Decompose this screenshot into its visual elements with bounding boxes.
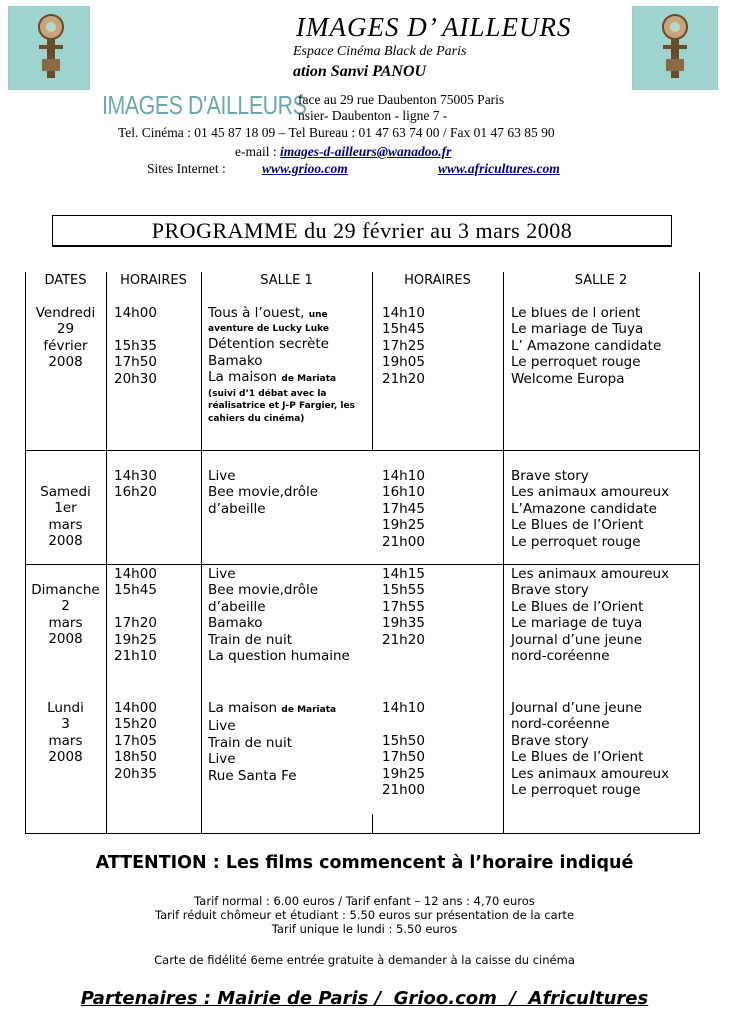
date-cell [25, 582, 106, 648]
showtime: 19h25 [382, 765, 425, 782]
showtime: 19h05 [382, 354, 425, 371]
partners-line: Partenaires : Mairie de Paris / Grioo.com / Africultures [80, 988, 649, 1009]
date-day: Lundi [47, 700, 84, 716]
showtime: 15h45 [114, 582, 157, 599]
cinema-subtitle: Espace Cinéma Black de Paris [293, 44, 467, 59]
films-salle-1 [208, 566, 350, 664]
header-horaires-1: HORAIRES [120, 273, 187, 288]
films-salle-1 [208, 468, 318, 517]
showtime: 16h20 [114, 484, 157, 501]
film-title: La question humaine [208, 648, 350, 665]
showtime: 17h50 [114, 354, 157, 371]
film-title: Le Blues de l’Orient [511, 749, 644, 766]
showtime: 19h35 [382, 615, 425, 632]
films-salle-1 [208, 700, 336, 784]
header-dates: DATES [44, 273, 87, 288]
showtime: 21h00 [382, 782, 425, 799]
showtime [114, 599, 157, 615]
film-subtitle: aventure de Lucky Luke [208, 324, 329, 335]
showtime: 19h25 [114, 631, 157, 648]
film-title: La maison de Mariata [208, 369, 337, 386]
sites-label: Sites Internet : [147, 161, 226, 176]
programme-title: PROGRAMME du 29 février au 3 mars 2008 [52, 215, 672, 247]
date-num: 2 [61, 598, 70, 615]
films-salle-1 [208, 305, 370, 425]
film-title: Bee movie,drôle [208, 582, 319, 599]
showtime: 14h30 [114, 468, 157, 484]
phones-line: Tel. Cinéma : 01 45 87 18 09 – Tel Bureau : 01 47 63 74 00 / Fax 01 47 63 85 90 [118, 125, 555, 140]
table-border-bottom [25, 833, 700, 834]
header-salle-2: SALLE 2 [574, 273, 628, 288]
showtime: 14h10 [382, 468, 425, 484]
metro-line: nsier- Daubenton - ligne 7 - [298, 108, 448, 123]
showtime: 16h10 [382, 484, 425, 501]
date-year: 2008 [48, 354, 83, 371]
film-title: Live [208, 566, 236, 582]
table-col-divider [503, 272, 504, 834]
date-day: Dimanche [31, 582, 100, 598]
film-title: Brave story [511, 582, 589, 599]
showtime: 15h35 [114, 337, 157, 354]
showtime: 14h15 [382, 566, 425, 582]
date-cell [25, 700, 106, 766]
cinema-title: IMAGES D’ AILLEURS [296, 12, 572, 42]
film-title: Bamako [208, 615, 263, 632]
film-title: L’Amazone candidate [511, 500, 657, 517]
film-title: La maison de Mariata [208, 700, 337, 716]
showtime: 15h20 [114, 716, 157, 733]
times-salle-2 [382, 700, 425, 798]
sites-row [147, 161, 226, 177]
film-title: Welcome Europa [511, 370, 625, 387]
film-title: Live [208, 751, 236, 768]
showtime: 14h00 [114, 566, 157, 582]
row-divider [25, 450, 700, 451]
films-salle-2 [511, 468, 669, 550]
showtime: 19h25 [382, 517, 425, 534]
film-title: Train de nuit [208, 734, 293, 751]
film-title: nord-coréenne [511, 716, 610, 733]
showtime: 17h55 [382, 598, 425, 615]
table-border-right [699, 272, 700, 700]
film-title: L’ Amazone candidate [511, 337, 662, 354]
date-year: 2008 [48, 749, 83, 766]
films-salle-2 [511, 700, 669, 798]
email-label: e-mail : [235, 144, 277, 159]
film-title: Rue Santa Fe [208, 767, 297, 784]
email-row [235, 144, 451, 160]
showtime [114, 321, 157, 337]
date-month: mars [48, 516, 83, 533]
showtime: 14h10 [382, 305, 425, 321]
showtime: 17h20 [114, 615, 157, 632]
showtime [382, 716, 425, 732]
showtime: 20h35 [114, 765, 157, 782]
table-col-divider [372, 814, 373, 834]
times-salle-1 [114, 566, 157, 664]
date-month: février [43, 337, 88, 354]
film-title: Les animaux amoureux [511, 484, 670, 501]
date-day: Samedi [40, 484, 91, 500]
showtime: 18h50 [114, 749, 157, 766]
programme-table [25, 272, 699, 834]
film-title: Le mariage de tuya [511, 615, 643, 632]
film-title: Le blues de l orient [511, 305, 641, 321]
film-title: Le Blues de l’Orient [511, 598, 644, 615]
showtime: 21h20 [382, 631, 425, 648]
showtime: 21h20 [382, 370, 425, 387]
times-salle-2 [382, 468, 425, 550]
film-title: Les animaux amoureux [511, 765, 670, 782]
film-title: Détention secrète [208, 336, 329, 353]
statue-image-right [632, 6, 718, 90]
film-title: Tous à l’ouest, une [208, 305, 328, 321]
showtime: 17h25 [382, 337, 425, 354]
film-title: Le Blues de l’Orient [511, 517, 644, 534]
carte-fidelite: Carte de fidélité 6eme entrée gratuite à demander à la caisse du cinéma [154, 953, 575, 967]
table-col-divider [201, 272, 202, 834]
email-link[interactable]: images-d-ailleurs@wanadoo.fr [279, 144, 452, 159]
film-title: Le perroquet rouge [511, 533, 641, 550]
row-divider [25, 564, 700, 565]
showtime: 14h10 [382, 700, 425, 716]
showtime: 20h30 [114, 370, 157, 387]
films-salle-2 [511, 566, 669, 664]
showtime: 21h00 [382, 533, 425, 550]
times-salle-2 [382, 305, 425, 387]
date-cell [25, 484, 106, 550]
film-title: Live [208, 468, 236, 484]
site-grioo-link[interactable]: www.grioo.com [262, 161, 348, 176]
film-title: Le perroquet rouge [511, 354, 641, 371]
showtime: 14h00 [114, 305, 157, 321]
film-title: Bamako [208, 352, 263, 369]
film-note: (suivi d’1 débat avec la réalisatrice et J-P Fargier, les cahiers du cinéma) [208, 388, 355, 424]
showtime: 17h05 [114, 732, 157, 749]
showtime: 14h00 [114, 700, 157, 716]
date-year: 2008 [48, 533, 83, 550]
showtime: 15h55 [382, 582, 425, 599]
header-horaires-2: HORAIRES [404, 273, 471, 288]
date-num: 3 [61, 716, 70, 733]
film-title: Train de nuit [208, 631, 293, 648]
showtime: 17h45 [382, 500, 425, 517]
date-year: 2008 [48, 631, 83, 648]
showtime: 15h45 [382, 321, 425, 338]
date-num: 29 [56, 321, 75, 338]
film-title: Brave story [511, 732, 589, 749]
film-title: Le perroquet rouge [511, 782, 641, 799]
film-title: Bee movie,drôle [208, 484, 319, 501]
site-africultures-link[interactable]: www.africultures.com [438, 161, 560, 176]
times-salle-1 [114, 468, 157, 501]
film-title: Journal d’une jeune [511, 631, 643, 648]
table-col-divider [106, 272, 107, 834]
film-title: Journal d’une jeune [511, 700, 643, 716]
times-salle-1 [114, 700, 157, 782]
attention-notice: ATTENTION : Les films commencent à l’horaire indiqué [95, 853, 634, 873]
address-line: face au 29 rue Daubenton 75005 Paris [298, 92, 505, 107]
showtime: 21h10 [114, 648, 157, 665]
film-title: Brave story [511, 468, 589, 484]
film-title: nord-coréenne [511, 648, 610, 665]
film-title: Live [208, 718, 236, 735]
times-salle-1 [114, 305, 157, 387]
film-title: Le mariage de Tuya [511, 321, 644, 338]
film-title: d’abeille [208, 598, 266, 615]
date-num: 1er [54, 500, 77, 517]
film-title: Les animaux amoureux [511, 566, 670, 582]
date-cell [25, 305, 106, 371]
date-month: mars [48, 614, 83, 631]
logo-text: IMAGES D'AILLEURS [102, 90, 307, 120]
header-salle-1: SALLE 1 [260, 273, 313, 288]
direction-line: ation Sanvi PANOU [293, 63, 427, 80]
showtime: 15h50 [382, 732, 425, 749]
tarif-lundi: Tarif unique le lundi : 5.50 euros [271, 922, 458, 936]
times-salle-2 [382, 566, 425, 648]
tarif-normal: Tarif normal : 6.00 euros / Tarif enfant – 12 ans : 4,70 euros [194, 894, 535, 908]
showtime: 17h50 [382, 749, 425, 766]
films-salle-2 [511, 305, 661, 387]
statue-image-left [8, 6, 94, 90]
date-day: Vendredi [35, 305, 96, 321]
date-month: mars [48, 732, 83, 749]
table-col-divider [372, 272, 373, 450]
film-title: d’abeille [208, 500, 266, 517]
table-border-right [699, 700, 700, 834]
tarif-reduit: Tarif réduit chômeur et étudiant : 5.50 euros sur présentation de la carte [154, 908, 575, 922]
